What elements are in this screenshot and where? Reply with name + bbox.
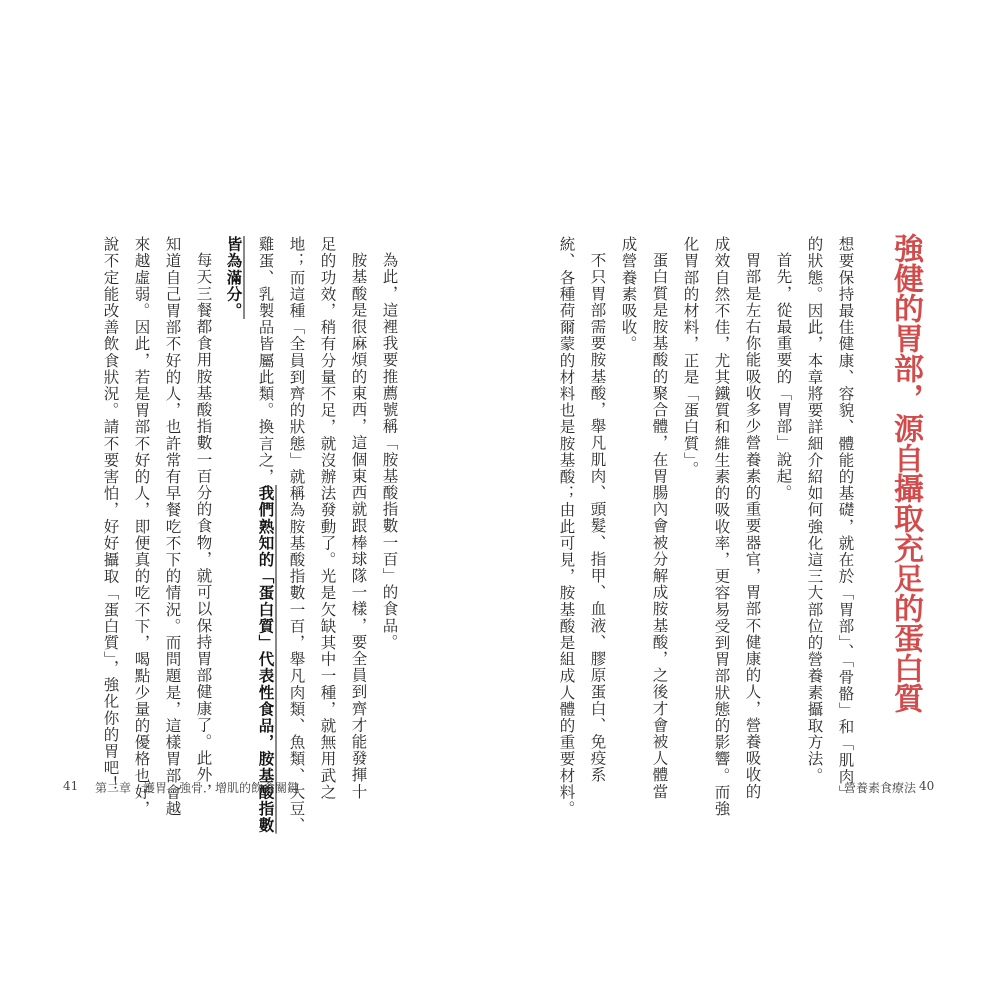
body-column: 想要保持最佳健康、容貌、體能的基礎，就在於「胃部」、「骨骼」和「肌肉」 (836, 236, 855, 802)
body-column: 為此，這裡我要推薦號稱「胺基酸指數一百」的食品。 (380, 252, 399, 651)
body-column: 蛋白質是胺基酸的聚合體，在胃腸內會被分解成胺基酸，之後才會被人體當 (650, 252, 669, 800)
emphasis-text: 我們熟知的「蛋白質」代表性食品，胺基酸指數 (256, 485, 276, 834)
footer-chapter-title: 第二章 護胃．強骨．增肌的飲食關鍵 (95, 781, 300, 795)
body-column: 每天三餐都食用胺基酸指數一百分的食物，就可以保持胃部健康了。此外， (194, 252, 213, 800)
body-column: 統、各種荷爾蒙的材料也是胺基酸；由此可見，胺基酸是組成人體的重要材料。 (557, 236, 576, 817)
body-column: 地；而這種「全員到齊的狀態」就稱為胺基酸指數一百，舉凡肉類、魚類、大豆、 (287, 236, 306, 834)
body-column: 說不定能改善飲食狀況。請不要害怕，好好攝取「蛋白質」，強化你的胃吧！ (101, 236, 120, 793)
body-column: 足的功效，稍有分量不足，就沒辦法發動了。光是欠缺其中一種，就無用武之 (318, 236, 337, 801)
body-column: 的狀態。因此，本章將要詳細介紹如何強化這三大部位的營養素攝取方法。 (805, 236, 824, 784)
body-column: 胃部是左右你能吸收多少營養素的重要器官，胃部不健康的人，營養吸收的 (743, 252, 762, 800)
body-column: 不只胃部需要胺基酸，舉凡肌肉、頭髮、指甲、血液、膠原蛋白、免疫系 (588, 252, 607, 784)
body-column: 成效自然不佳，尤其鐵質和維生素的吸收率，更容易受到胃部狀態的影響。而強 (712, 236, 731, 817)
footer-page-number: 41 (63, 779, 79, 793)
footer-page-number: 40 (919, 779, 935, 793)
body-column (257, 236, 274, 834)
body-column: 化胃部的材料，正是「蛋白質」。 (681, 236, 700, 478)
body-column: 知道自己胃部不好的人，也許常有早餐吃不下的情況。而問題是，這樣胃部會越 (163, 236, 182, 817)
emphasis-column: 皆為滿分。 (224, 236, 244, 319)
body-column: 胺基酸是很麻煩的東西，這個東西就跟棒球隊一樣，要全員到齊才能發揮十 (349, 252, 368, 800)
body-column: 來越虛弱。因此，若是胃部不好的人，即便真的吃不下，喝點少量的優格也好， (132, 236, 151, 817)
section-title: 強健的胃部，源自攝取充足的蛋白質 (888, 233, 923, 713)
body-column: 成營養素吸收。 (619, 236, 638, 353)
body-column: 首先，從最重要的「胃部」說起。 (774, 252, 793, 501)
footer-book-title: 營養素食療法 (844, 781, 917, 795)
column-text: 雞蛋、乳製品皆屬此類。換言之， (256, 236, 275, 485)
